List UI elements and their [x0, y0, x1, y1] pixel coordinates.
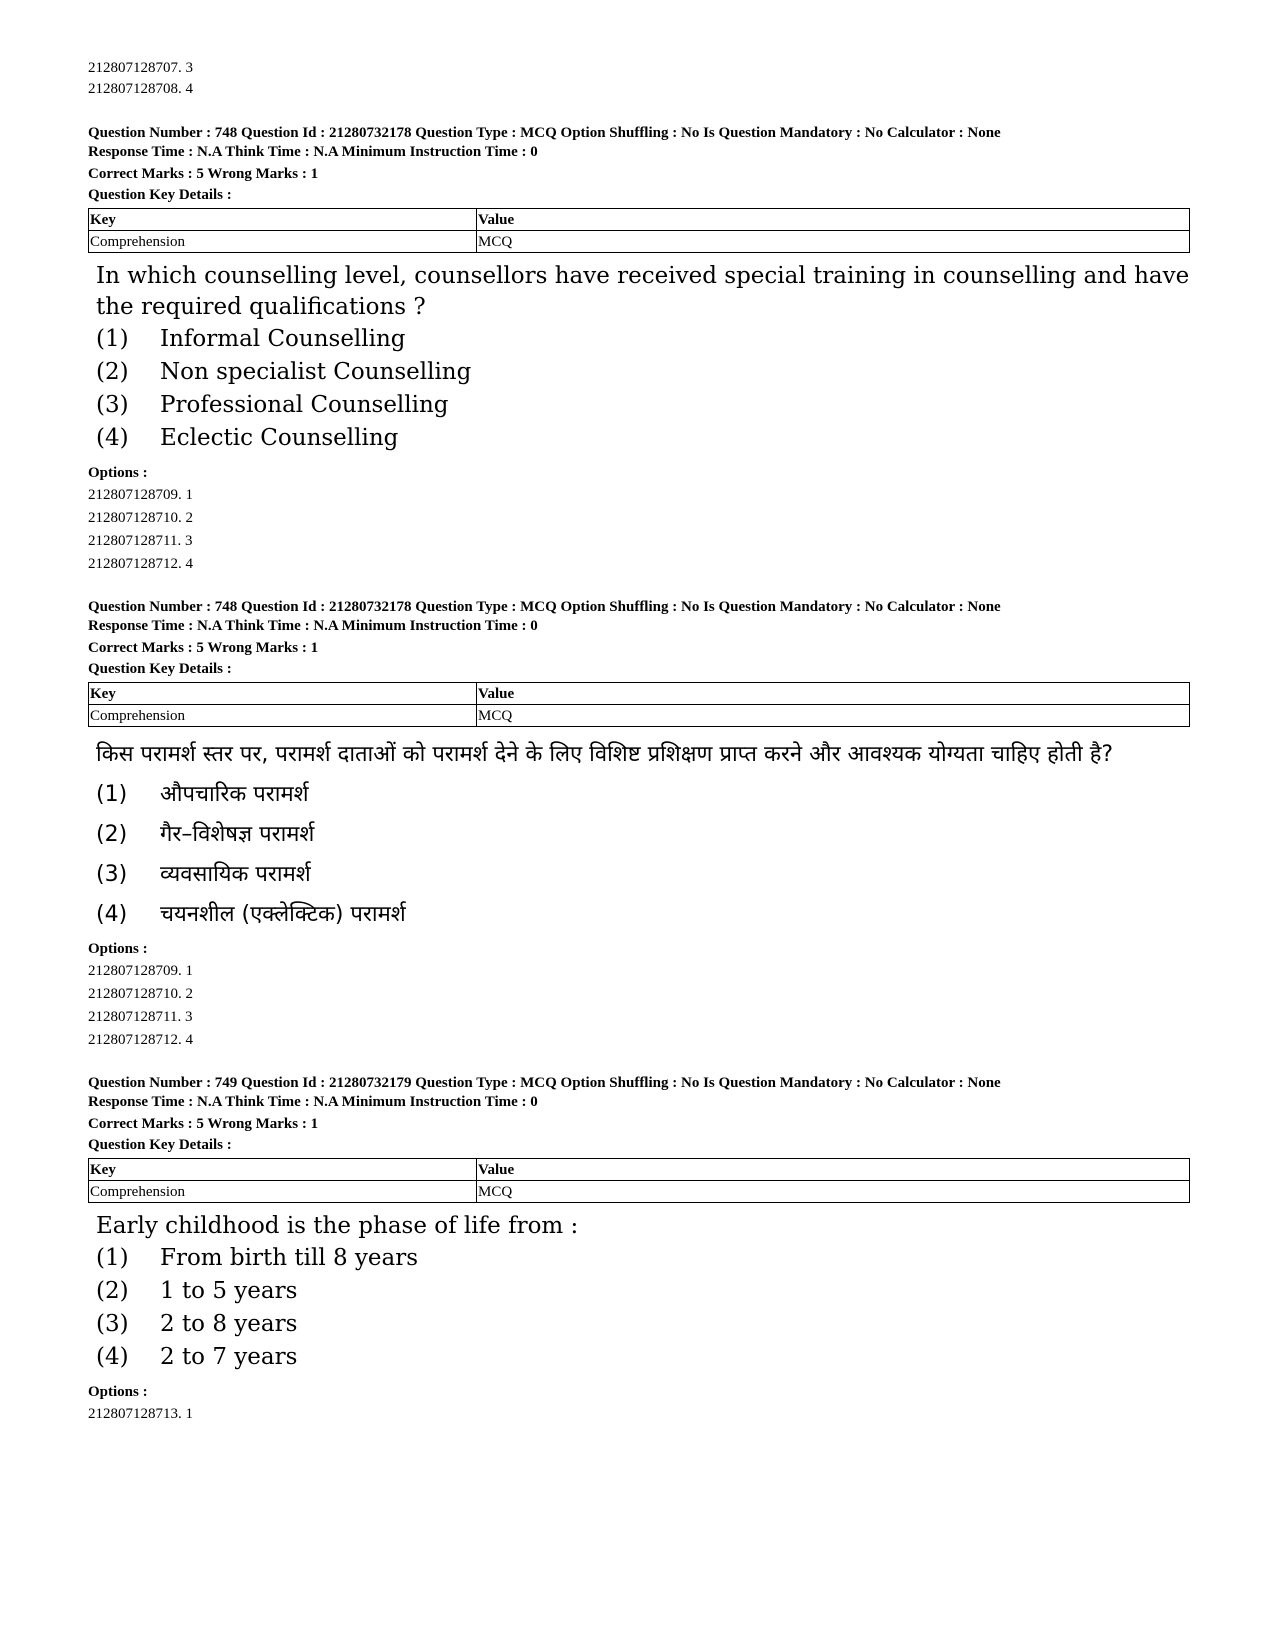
key-details-table	[88, 208, 1190, 253]
key-details-table	[88, 1158, 1190, 1203]
choice-text: चयनशील (एक्लेक्टिक) परामर्श	[160, 902, 406, 927]
choice-text: Non specialist Counselling	[160, 359, 472, 385]
choice-text: Informal Counselling	[160, 326, 406, 352]
options-label: Options :	[88, 1384, 148, 1400]
table-cell-value: MCQ	[477, 1181, 1190, 1203]
choice-text: Professional Counselling	[160, 392, 449, 418]
question-timing: Response Time : N.A Think Time : N.A Minimum Instruction Time : 0	[88, 1094, 538, 1110]
table-header-value: Value	[477, 209, 1190, 231]
table-row	[89, 705, 1190, 727]
answer-choice	[88, 1308, 1188, 1341]
choice-text: गैर–विशेषज्ञ परामर्श	[160, 822, 315, 847]
answer-choice	[88, 356, 1188, 389]
choice-number: (2)	[96, 359, 129, 385]
question-marks: Correct Marks : 5 Wrong Marks : 1	[88, 1116, 319, 1132]
table-header-row	[89, 683, 1190, 705]
choice-text: Eclectic Counselling	[160, 425, 399, 451]
choice-number: (1)	[96, 326, 129, 352]
question-text: किस परामर्श स्तर पर, परामर्श दाताओं को परामर्श देने के लिए विशिष्ट प्रशिक्षण प्राप्त करने और आवश्यक योग्यता चाहिए होती है?	[96, 742, 1114, 767]
question-meta: Question Number : 748 Question Id : 21280732178 Question Type : MCQ Option Shuffling : No Is Question Mandatory : No Calculator : None	[88, 599, 1001, 615]
choice-text: 2 to 7 years	[160, 1344, 298, 1370]
choice-text: व्यवसायिक परामर्श	[160, 862, 311, 887]
answer-choice	[88, 1242, 1188, 1275]
table-row	[89, 1181, 1190, 1203]
question-block	[88, 598, 1188, 1052]
choice-text: 1 to 5 years	[160, 1278, 298, 1304]
choice-number: (2)	[96, 822, 128, 847]
choice-number: (4)	[96, 425, 129, 451]
choice-text: औपचारिक परामर्श	[160, 782, 309, 807]
document-page	[88, 58, 1188, 1448]
question-meta: Question Number : 748 Question Id : 21280732178 Question Type : MCQ Option Shuffling : No Is Question Mandatory : No Calculator : None	[88, 125, 1001, 141]
table-header-key: Key	[89, 683, 477, 705]
answer-choice	[88, 389, 1188, 422]
question-marks: Correct Marks : 5 Wrong Marks : 1	[88, 640, 319, 656]
answer-choice	[88, 855, 1188, 895]
answer-choice	[88, 323, 1188, 356]
choice-number: (3)	[96, 392, 129, 418]
table-header-key: Key	[89, 209, 477, 231]
question-timing: Response Time : N.A Think Time : N.A Minimum Instruction Time : 0	[88, 618, 538, 634]
option-id: 212807128708. 4	[88, 81, 193, 97]
choice-number: (1)	[96, 1245, 129, 1271]
option-id: 212807128710. 2	[88, 510, 193, 526]
prelude-option-list	[88, 58, 1188, 100]
answer-choice	[88, 422, 1188, 455]
choice-number: (3)	[96, 1311, 129, 1337]
answer-choice	[88, 775, 1188, 815]
option-id: 212807128712. 4	[88, 1032, 193, 1048]
option-id: 212807128707. 3	[88, 60, 193, 76]
option-id: 212807128709. 1	[88, 487, 193, 503]
table-cell-key: Comprehension	[89, 705, 477, 727]
table-header-key: Key	[89, 1159, 477, 1181]
table-header-value: Value	[477, 683, 1190, 705]
choice-number: (2)	[96, 1278, 129, 1304]
options-label: Options :	[88, 941, 148, 957]
table-cell-value: MCQ	[477, 705, 1190, 727]
answer-choice	[88, 1341, 1188, 1374]
question-marks: Correct Marks : 5 Wrong Marks : 1	[88, 166, 319, 182]
table-cell-value: MCQ	[477, 231, 1190, 253]
option-id: 212807128709. 1	[88, 963, 193, 979]
option-id: 212807128712. 4	[88, 556, 193, 572]
answer-choice	[88, 895, 1188, 935]
choice-number: (3)	[96, 862, 128, 887]
question-text: Early childhood is the phase of life from :	[96, 1213, 579, 1239]
options-label: Options :	[88, 465, 148, 481]
table-header-value: Value	[477, 1159, 1190, 1181]
question-block	[88, 1074, 1188, 1426]
answer-choice	[88, 1275, 1188, 1308]
table-cell-key: Comprehension	[89, 1181, 477, 1203]
choice-number: (4)	[96, 1344, 129, 1370]
key-details-label: Question Key Details :	[88, 1137, 232, 1153]
question-meta: Question Number : 749 Question Id : 21280732179 Question Type : MCQ Option Shuffling : No Is Question Mandatory : No Calculator : None	[88, 1075, 1001, 1091]
table-header-row	[89, 1159, 1190, 1181]
answer-choice	[88, 815, 1188, 855]
choice-number: (4)	[96, 902, 128, 927]
key-details-table	[88, 682, 1190, 727]
key-details-label: Question Key Details :	[88, 661, 232, 677]
question-block	[88, 124, 1188, 576]
option-id: 212807128713. 1	[88, 1406, 193, 1422]
option-id: 212807128711. 3	[88, 1009, 193, 1025]
choice-text: 2 to 8 years	[160, 1311, 298, 1337]
table-header-row	[89, 209, 1190, 231]
question-timing: Response Time : N.A Think Time : N.A Minimum Instruction Time : 0	[88, 144, 538, 160]
choice-number: (1)	[96, 782, 128, 807]
table-row	[89, 231, 1190, 253]
option-id: 212807128710. 2	[88, 986, 193, 1002]
key-details-label: Question Key Details :	[88, 187, 232, 203]
table-cell-key: Comprehension	[89, 231, 477, 253]
option-id: 212807128711. 3	[88, 533, 193, 549]
question-text: In which counselling level, counsellors have received special training in counselling and have the required qualifications ?	[96, 263, 1190, 320]
choice-text: From birth till 8 years	[160, 1245, 419, 1271]
